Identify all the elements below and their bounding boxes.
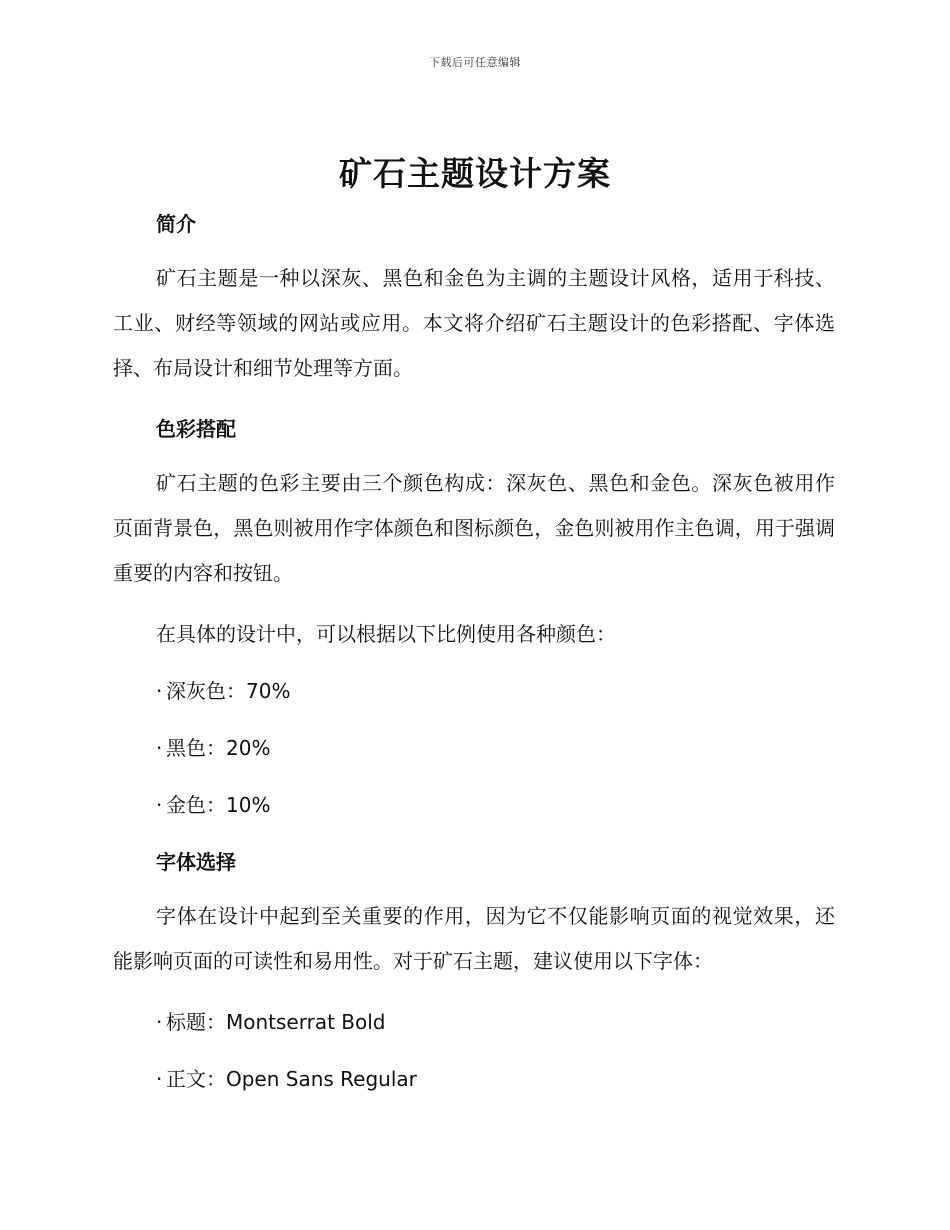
bullet-dot: · — [156, 1067, 163, 1091]
page-title: 矿石主题设计方案 — [339, 154, 611, 193]
list-item — [156, 1063, 417, 1092]
section-heading-fonts: 字体选择 — [156, 850, 236, 874]
bullet-dot: · — [156, 1010, 163, 1034]
section-heading-colors: 色彩搭配 — [156, 417, 236, 441]
header-note: 下载后可任意编辑 — [429, 56, 521, 69]
bullet-dot: · — [156, 679, 163, 703]
list-item — [156, 732, 270, 761]
list-item — [156, 789, 270, 818]
color-ratio-dark-gray: 深灰色：70% — [166, 679, 291, 703]
fonts-paragraph: 字体在设计中起到至关重要的作用，因为它不仅能影响页面的视觉效果，还能影响页面的可读性和易用性。对于矿石主题，建议使用以下字体： — [113, 904, 835, 973]
section-heading-intro: 简介 — [156, 212, 196, 236]
font-heading-choice: 标题：Montserrat Bold — [166, 1010, 386, 1034]
colors-ratio-intro: 在具体的设计中，可以根据以下比例使用各种颜色： — [156, 622, 616, 646]
colors-paragraph: 矿石主题的色彩主要由三个颜色构成：深灰色、黑色和金色。深灰色被用作页面背景色，黑色则被用作字体颜色和图标颜色，金色则被用作主色调，用于强调重要的内容和按钮。 — [113, 471, 835, 585]
intro-paragraph: 矿石主题是一种以深灰、黑色和金色为主调的主题设计风格，适用于科技、工业、财经等领域的网站或应用。本文将介绍矿石主题设计的色彩搭配、字体选择、布局设计和细节处理等方面。 — [113, 266, 835, 380]
color-ratio-gold: 金色：10% — [166, 793, 271, 817]
list-item — [156, 1006, 386, 1035]
color-ratio-black: 黑色：20% — [166, 736, 271, 760]
font-body-choice: 正文：Open Sans Regular — [166, 1067, 417, 1091]
list-item — [156, 675, 290, 704]
bullet-dot: · — [156, 736, 163, 760]
bullet-dot: · — [156, 793, 163, 817]
